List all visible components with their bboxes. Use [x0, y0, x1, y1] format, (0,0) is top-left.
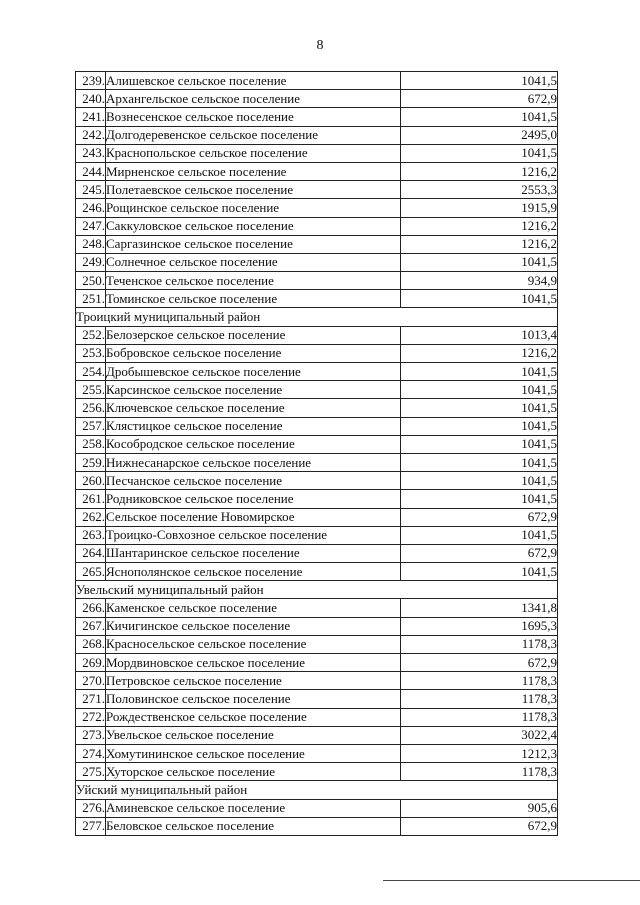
- table-row: [76, 344, 558, 362]
- settlement-name: Половинское сельское поселение: [106, 690, 401, 708]
- table-row: [76, 599, 558, 617]
- settlement-value: 672,9: [401, 544, 558, 562]
- settlement-name: Теченское сельское поселение: [106, 272, 401, 290]
- district-name: Троицкий муниципальный район: [76, 308, 558, 326]
- table-row: [76, 490, 558, 508]
- table-row: [76, 635, 558, 653]
- settlement-value: 1013,4: [401, 326, 558, 344]
- settlement-value: 1341,8: [401, 599, 558, 617]
- settlement-value: 2495,0: [401, 126, 558, 144]
- table-row: [76, 253, 558, 271]
- settlement-name: Саргазинское сельское поселение: [106, 235, 401, 253]
- settlement-value: 1178,3: [401, 672, 558, 690]
- table-row: [76, 363, 558, 381]
- table-row: [76, 708, 558, 726]
- settlement-value: 1041,5: [401, 72, 558, 90]
- settlement-name: Хуторское сельское поселение: [106, 763, 401, 781]
- row-number: 253.: [76, 344, 106, 362]
- settlement-value: 1041,5: [401, 381, 558, 399]
- table-row: [76, 326, 558, 344]
- settlement-value: 1041,5: [401, 453, 558, 471]
- settlement-value: 1041,5: [401, 399, 558, 417]
- row-number: 274.: [76, 744, 106, 762]
- table-row: [76, 72, 558, 90]
- settlement-name: Долгодеревенское сельское поселение: [106, 126, 401, 144]
- settlement-name: Троицко-Совхозное сельское поселение: [106, 526, 401, 544]
- district-header-row: [76, 581, 558, 599]
- settlement-name: Песчанское сельское поселение: [106, 472, 401, 490]
- settlement-name: Алишевское сельское поселение: [106, 72, 401, 90]
- settlement-name: Белозерское сельское поселение: [106, 326, 401, 344]
- settlement-name: Родниковское сельское поселение: [106, 490, 401, 508]
- settlement-value: 1212,3: [401, 744, 558, 762]
- settlement-value: 934,9: [401, 272, 558, 290]
- settlement-name: Аминевское сельское поселение: [106, 799, 401, 817]
- settlement-name: Мордвиновское сельское поселение: [106, 654, 401, 672]
- settlement-name: Архангельское сельское поселение: [106, 90, 401, 108]
- table-row: [76, 290, 558, 308]
- settlement-name: Клястицкое сельское поселение: [106, 417, 401, 435]
- settlement-name: Кособродское сельское поселение: [106, 435, 401, 453]
- row-number: 266.: [76, 599, 106, 617]
- settlement-value: 1178,3: [401, 635, 558, 653]
- table-row: [76, 654, 558, 672]
- settlement-value: 1041,5: [401, 144, 558, 162]
- settlement-name: Карсинское сельское поселение: [106, 381, 401, 399]
- row-number: 245.: [76, 181, 106, 199]
- settlement-name: Хомутининское сельское поселение: [106, 744, 401, 762]
- settlement-name: Вознесенское сельское поселение: [106, 108, 401, 126]
- row-number: 273.: [76, 726, 106, 744]
- settlement-value: 1041,5: [401, 490, 558, 508]
- row-number: 239.: [76, 72, 106, 90]
- row-number: 246.: [76, 199, 106, 217]
- row-number: 270.: [76, 672, 106, 690]
- row-number: 242.: [76, 126, 106, 144]
- settlement-name: Шантаринское сельское поселение: [106, 544, 401, 562]
- settlement-value: 672,9: [401, 508, 558, 526]
- row-number: 277.: [76, 817, 106, 835]
- settlement-value: 1041,5: [401, 363, 558, 381]
- settlement-name: Рощинское сельское поселение: [106, 199, 401, 217]
- settlement-name: Беловское сельское поселение: [106, 817, 401, 835]
- settlement-value: 672,9: [401, 90, 558, 108]
- settlement-value: 672,9: [401, 654, 558, 672]
- settlement-value: 1041,5: [401, 472, 558, 490]
- settlement-name: Полетаевское сельское поселение: [106, 181, 401, 199]
- settlement-name: Каменское сельское поселение: [106, 599, 401, 617]
- table-row: [76, 508, 558, 526]
- settlement-value: 1041,5: [401, 290, 558, 308]
- settlement-value: 1216,2: [401, 344, 558, 362]
- settlement-value: 1178,3: [401, 708, 558, 726]
- row-number: 248.: [76, 235, 106, 253]
- row-number: 261.: [76, 490, 106, 508]
- table-row: [76, 544, 558, 562]
- row-number: 256.: [76, 399, 106, 417]
- allocation-table: [75, 71, 558, 836]
- table-row: [76, 126, 558, 144]
- district-name: Уйский муниципальный район: [76, 781, 558, 799]
- table-row: [76, 763, 558, 781]
- row-number: 272.: [76, 708, 106, 726]
- row-number: 269.: [76, 654, 106, 672]
- table-row: [76, 744, 558, 762]
- settlement-name: Томинское сельское поселение: [106, 290, 401, 308]
- table-row: [76, 199, 558, 217]
- page-number: 8: [316, 38, 324, 53]
- table-row: [76, 144, 558, 162]
- settlement-name: Увельское сельское поселение: [106, 726, 401, 744]
- row-number: 259.: [76, 453, 106, 471]
- row-number: 271.: [76, 690, 106, 708]
- row-number: 240.: [76, 90, 106, 108]
- settlement-value: 1216,2: [401, 217, 558, 235]
- table-row: [76, 235, 558, 253]
- settlement-value: 1915,9: [401, 199, 558, 217]
- settlement-value: 1178,3: [401, 763, 558, 781]
- row-number: 275.: [76, 763, 106, 781]
- settlement-name: Петровское сельское поселение: [106, 672, 401, 690]
- table-row: [76, 453, 558, 471]
- table-row: [76, 162, 558, 180]
- table-row: [76, 417, 558, 435]
- footer-divider: [383, 880, 640, 881]
- settlement-name: Кичигинское сельское поселение: [106, 617, 401, 635]
- settlement-value: 905,6: [401, 799, 558, 817]
- row-number: 251.: [76, 290, 106, 308]
- settlement-name: Дробышевское сельское поселение: [106, 363, 401, 381]
- table-row: [76, 799, 558, 817]
- settlement-name: Саккуловское сельское поселение: [106, 217, 401, 235]
- row-number: 264.: [76, 544, 106, 562]
- table-row: [76, 435, 558, 453]
- row-number: 243.: [76, 144, 106, 162]
- row-number: 263.: [76, 526, 106, 544]
- settlement-value: 1216,2: [401, 162, 558, 180]
- settlement-name: Краснопольское сельское поселение: [106, 144, 401, 162]
- district-header-row: [76, 308, 558, 326]
- row-number: 241.: [76, 108, 106, 126]
- table-row: [76, 817, 558, 835]
- settlement-name: Красносельское сельское поселение: [106, 635, 401, 653]
- settlement-value: 2553,3: [401, 181, 558, 199]
- settlement-value: 1178,3: [401, 690, 558, 708]
- row-number: 254.: [76, 363, 106, 381]
- settlement-value: 1041,5: [401, 417, 558, 435]
- row-number: 247.: [76, 217, 106, 235]
- row-number: 262.: [76, 508, 106, 526]
- settlement-value: 1041,5: [401, 108, 558, 126]
- settlement-value: 1695,3: [401, 617, 558, 635]
- settlement-value: 672,9: [401, 817, 558, 835]
- row-number: 258.: [76, 435, 106, 453]
- settlement-name: Нижнесанарское сельское поселение: [106, 453, 401, 471]
- settlement-name: Рождественское сельское поселение: [106, 708, 401, 726]
- district-name: Увельский муниципальный район: [76, 581, 558, 599]
- table-row: [76, 726, 558, 744]
- district-header-row: [76, 781, 558, 799]
- table-row: [76, 108, 558, 126]
- settlement-name: Солнечное сельское поселение: [106, 253, 401, 271]
- settlement-name: Бобровское сельское поселение: [106, 344, 401, 362]
- settlement-name: Яснополянское сельское поселение: [106, 563, 401, 581]
- table-body: [76, 72, 558, 836]
- settlement-value: 1216,2: [401, 235, 558, 253]
- table-row: [76, 563, 558, 581]
- row-number: 244.: [76, 162, 106, 180]
- table-row: [76, 181, 558, 199]
- settlement-value: 1041,5: [401, 435, 558, 453]
- settlement-name: Ключевское сельское поселение: [106, 399, 401, 417]
- row-number: 257.: [76, 417, 106, 435]
- row-number: 265.: [76, 563, 106, 581]
- row-number: 276.: [76, 799, 106, 817]
- row-number: 249.: [76, 253, 106, 271]
- table-row: [76, 526, 558, 544]
- table-row: [76, 381, 558, 399]
- row-number: 255.: [76, 381, 106, 399]
- table-row: [76, 472, 558, 490]
- table-row: [76, 690, 558, 708]
- row-number: 252.: [76, 326, 106, 344]
- settlement-name: Мирненское сельское поселение: [106, 162, 401, 180]
- table-row: [76, 399, 558, 417]
- settlement-value: 1041,5: [401, 563, 558, 581]
- table-row: [76, 217, 558, 235]
- row-number: 268.: [76, 635, 106, 653]
- table-row: [76, 617, 558, 635]
- settlement-value: 1041,5: [401, 253, 558, 271]
- row-number: 260.: [76, 472, 106, 490]
- settlement-value: 3022,4: [401, 726, 558, 744]
- table-row: [76, 272, 558, 290]
- settlement-value: 1041,5: [401, 526, 558, 544]
- table-row: [76, 90, 558, 108]
- table-row: [76, 672, 558, 690]
- row-number: 267.: [76, 617, 106, 635]
- row-number: 250.: [76, 272, 106, 290]
- settlement-name: Сельское поселение Новомирское: [106, 508, 401, 526]
